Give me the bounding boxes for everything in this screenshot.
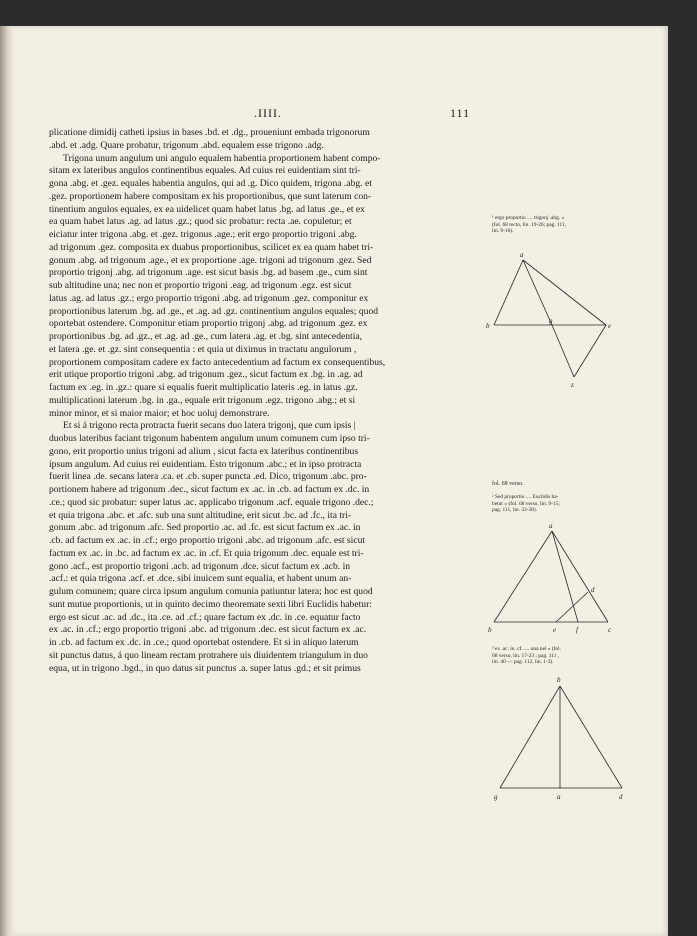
note-line: 68 verso, lin. 17-23 ; pag. 111 , bbox=[492, 652, 560, 659]
text-line: in .cb. ad factum ex .dc. in .ce.; quod oportebat ostendere. Et si in aliquo laterum bbox=[49, 637, 359, 648]
text-line: .abd. et .adg. Quare probatur, trigonum .abd. equalem esse trigono .adg. bbox=[49, 139, 324, 151]
text-line: eiciatur inter trigona .abg. et .gez. trigonus .age.; erit ergo proportio trigoni .abg. bbox=[49, 229, 357, 240]
text-line: ea quam habet latus .ag. ad latus .gz.; quod sic probatur: recta .ae. copuletur; et bbox=[49, 216, 352, 228]
text-line: multiplicationi laterum .bg. in .ga., equale erit trigonum .egz. trigono .abg.; et si bbox=[49, 394, 356, 406]
text-line: factum ex .ac. in .bc. ad factum ex .ac. in .cf. Et quia trigonum .dec. equale est tri- bbox=[49, 547, 364, 559]
text-line: .gez. proportionem habere compositam ex his proportionibus, que sunt laterum con- bbox=[49, 190, 372, 202]
text-line: .acf.: et quia trigona .acf. et .dce. sibi inuicem sunt equalia, et habent unum an- bbox=[49, 573, 352, 585]
note-line: pag. 111, lin. 32-38). bbox=[492, 507, 537, 513]
text-line: ad trigonum .gez. composita ex duabus proportionibus, scilicet ex ea quam habet tri- bbox=[49, 241, 374, 253]
fig2-line-de bbox=[556, 592, 588, 622]
text-line: proportionibus laterum .bg. ad .ge., et .ag. ad .gz. continentium angulos equales; quod bbox=[49, 305, 379, 317]
fig3-line-bd bbox=[560, 686, 622, 788]
fig2-label-d: d bbox=[591, 586, 595, 594]
fig3-label-g: g bbox=[494, 793, 498, 801]
text-line: et quia trigona .abc. et .afc. sub una sunt altitudine, erit sicut .bc. ad .fc., ita tri- bbox=[49, 509, 352, 521]
margin-note-1 bbox=[492, 215, 642, 235]
main-text-column bbox=[49, 127, 488, 675]
text-line: equa, ut in trigono .bgd., in quo datus sit punctus .a. super latus .gd.; et sit primus bbox=[49, 662, 361, 674]
text-line: factum ex .eg. in .gz.: quare si equalis fuerit multiplicatio lateris .eg. in latus .gz. bbox=[49, 382, 358, 393]
fig1-label-a: a bbox=[520, 251, 524, 259]
folio-reference bbox=[492, 481, 642, 488]
text-line: proportionem compositam cadere ex facto antecedentium ad factum ex consequentibus, bbox=[49, 356, 386, 368]
margin-note-2 bbox=[492, 494, 642, 514]
fig3-label-d: d bbox=[619, 793, 623, 801]
fig1-label-b: b bbox=[486, 322, 490, 330]
text-line: sub altitudine una; nec non et proportio trigoni .eag. ad trigonum .egz. est sicut bbox=[49, 280, 352, 291]
text-line: oportebat ostendere. Componitur etiam proportio trigonj .abg. ad trigonum .gez. ex bbox=[49, 318, 368, 330]
text-line: Trigona unum angulum uni angulo equalem habentia proportionem habent compo- bbox=[63, 152, 381, 164]
fig2-label-a: a bbox=[549, 522, 553, 530]
text-line: fuerit linea .de. secans latera .ca. et .cb. super puncta .ed. Dico, trigonum .abc. pro- bbox=[49, 471, 367, 483]
figure-triangles-abg-gez bbox=[486, 250, 620, 400]
page-number: 111 bbox=[450, 106, 471, 120]
text-line: gono .acf., est proportio trigoni .acb. ad trigonum .dce. sicut factum ex .acb. in bbox=[49, 560, 351, 572]
running-head: .IIII. bbox=[254, 106, 282, 120]
fig2-label-b: b bbox=[488, 626, 492, 634]
note-line: ² Sed proportio .... Euclidis ha- bbox=[492, 494, 559, 500]
text-line: gonum .abc. ad trigonum .afc. Sed proportio .ac. ad .fc. est sicut factum ex .ac. in bbox=[49, 522, 361, 534]
fig1-label-g: g bbox=[549, 317, 553, 325]
text-line: sunt mutue proportionis, ut in quinto decimo theoremate sexti libri Euclidis habetur: bbox=[49, 598, 372, 610]
fig2-line-af bbox=[552, 531, 578, 622]
note-line: lin. 40 — pag. 112, lin. 1-3). bbox=[492, 659, 554, 665]
fig1-line-ez bbox=[574, 325, 606, 377]
note-line: ¹ ergo proportio .... trigonj .abg. » bbox=[492, 215, 565, 221]
fig1-line-ab bbox=[494, 260, 523, 325]
text-line: duobus lateribus faciant trigonum habentem angulum unum comunem cum ipso tri- bbox=[49, 433, 370, 444]
text-line: et latera .ge. et .gz. sint consequentia : et quia ut diximus in tractatu angulorum , bbox=[49, 343, 357, 355]
text-line: proportio trigonj .abg. ad trigonum .age. est sicut basis .bg. ad basem .ge., cum sint bbox=[49, 267, 368, 279]
book-spine-edge bbox=[0, 26, 12, 936]
text-line: portionem habere ad trigonum .dec., sicut factum ex .ac. in .cb. ad factum ex .dc. in bbox=[49, 484, 370, 495]
text-line: minor minor, et si maior maior; et hoc uoluj demonstrare. bbox=[49, 407, 270, 419]
text-line: ergo est sicut .ac. ad .dc., ita .ce. ad .cf.; quare factum ex .dc. in .ce. equatur facto bbox=[49, 611, 361, 623]
fig2-label-e: e bbox=[553, 626, 557, 634]
margin-note-3 bbox=[492, 646, 642, 666]
fig2-line-ab bbox=[494, 531, 552, 622]
text-line: gonum .abg. ad trigonum .age., et ex proportione .age. trigoni ad trigonum .gez. Sed bbox=[49, 254, 372, 266]
folio-ref-text: fol. 68 verso. bbox=[492, 481, 524, 487]
fig3-label-a: a bbox=[557, 793, 561, 801]
text-line: gona .abg. et .gez. equales habentia angulos, qui ad .g. Dico quidem, trigona .abg. et bbox=[49, 178, 372, 189]
text-line: gulum comunem; quare circa ipsum angulum comunia patiuntur latera; hoc est quod bbox=[49, 586, 373, 597]
note-line: betur » (fol. 68 verso, lin. 9-15; bbox=[492, 500, 560, 507]
text-line: .ce.; quod sic probatur: super latus .ac. applicabo trigonum .acf. equale trigono .dec.; bbox=[49, 496, 374, 508]
book-page bbox=[12, 26, 668, 936]
fig2-label-f: f bbox=[576, 626, 578, 634]
note-line: ³ ex .ac. in .cf. .... una nel » (fol. bbox=[492, 646, 561, 652]
text-line: ex .ac. in .cf.; ergo proportio trigoni .abc. ad trigonum .dec. est sicut factum ex .ac. bbox=[49, 624, 367, 636]
text-line: erit utique proportio trigoni .abg. ad trigonum .gez., sicut factum ex .bg. in .ag. ad bbox=[49, 369, 363, 381]
fig1-label-e: e bbox=[608, 322, 612, 330]
text-line: tinentium angulos equales, ex ea uidelicet quam habet latus .bg. ad latus .ge., et ex bbox=[49, 203, 365, 215]
text-line: gono, erit proportio unius trigoni ad alium , sicut facta ex lateribus continentibus bbox=[49, 445, 359, 457]
figure-triangle-bgd bbox=[490, 676, 630, 806]
text-line: plicatione dimidij catheti ipsius in bases .bd. et .dg., proueniunt embada trigonorum bbox=[49, 127, 370, 138]
fig1-line-gz bbox=[552, 325, 574, 377]
note-line: lin. 9-16). bbox=[492, 228, 514, 234]
text-line: Et si á trigono recta protracta fuerit secans duo latera trigonj, que cum ipsis | bbox=[63, 420, 356, 432]
figure-triangle-abc-dec bbox=[488, 522, 620, 641]
note-line: (fol. 68 recto, lin. 19-26; pag. 111, bbox=[492, 221, 567, 228]
text-line: sit punctus datus, á quo lineam rectam protrahere uis diuidentem triangulum in duo bbox=[49, 649, 368, 661]
fig1-line-ag bbox=[523, 260, 552, 325]
fig3-label-b: b bbox=[557, 676, 561, 684]
fig2-label-c: c bbox=[608, 626, 612, 634]
text-line: sitam ex lateribus angulos continentibus equales. Ad cuius rei euidentiam sint tri- bbox=[49, 165, 361, 177]
text-line: ipsum angulum. Ad cuius rei euidentiam. Esto trigonum .abc.; et in ipso protracta bbox=[49, 458, 362, 470]
text-line: proportionibus .bg. ad .gz., et .ag. ad .ge., cum latera .ag. et .bg. sint antecedentia, bbox=[49, 331, 363, 342]
fig1-line-ae bbox=[523, 260, 606, 325]
fig2-line-ac bbox=[552, 531, 608, 622]
fig1-label-z: z bbox=[571, 381, 574, 389]
text-line: .cb. ad factum ex .ac. in .cf.; ergo proportio trigoni .abc. ad trigonum .afc. est sicut bbox=[49, 535, 366, 546]
text-line: latus .ag. ad latus .gz.; ergo proportio trigoni .abg. ad trigonum .gez. componitur ex bbox=[49, 292, 369, 304]
fig3-line-bg bbox=[500, 686, 560, 788]
